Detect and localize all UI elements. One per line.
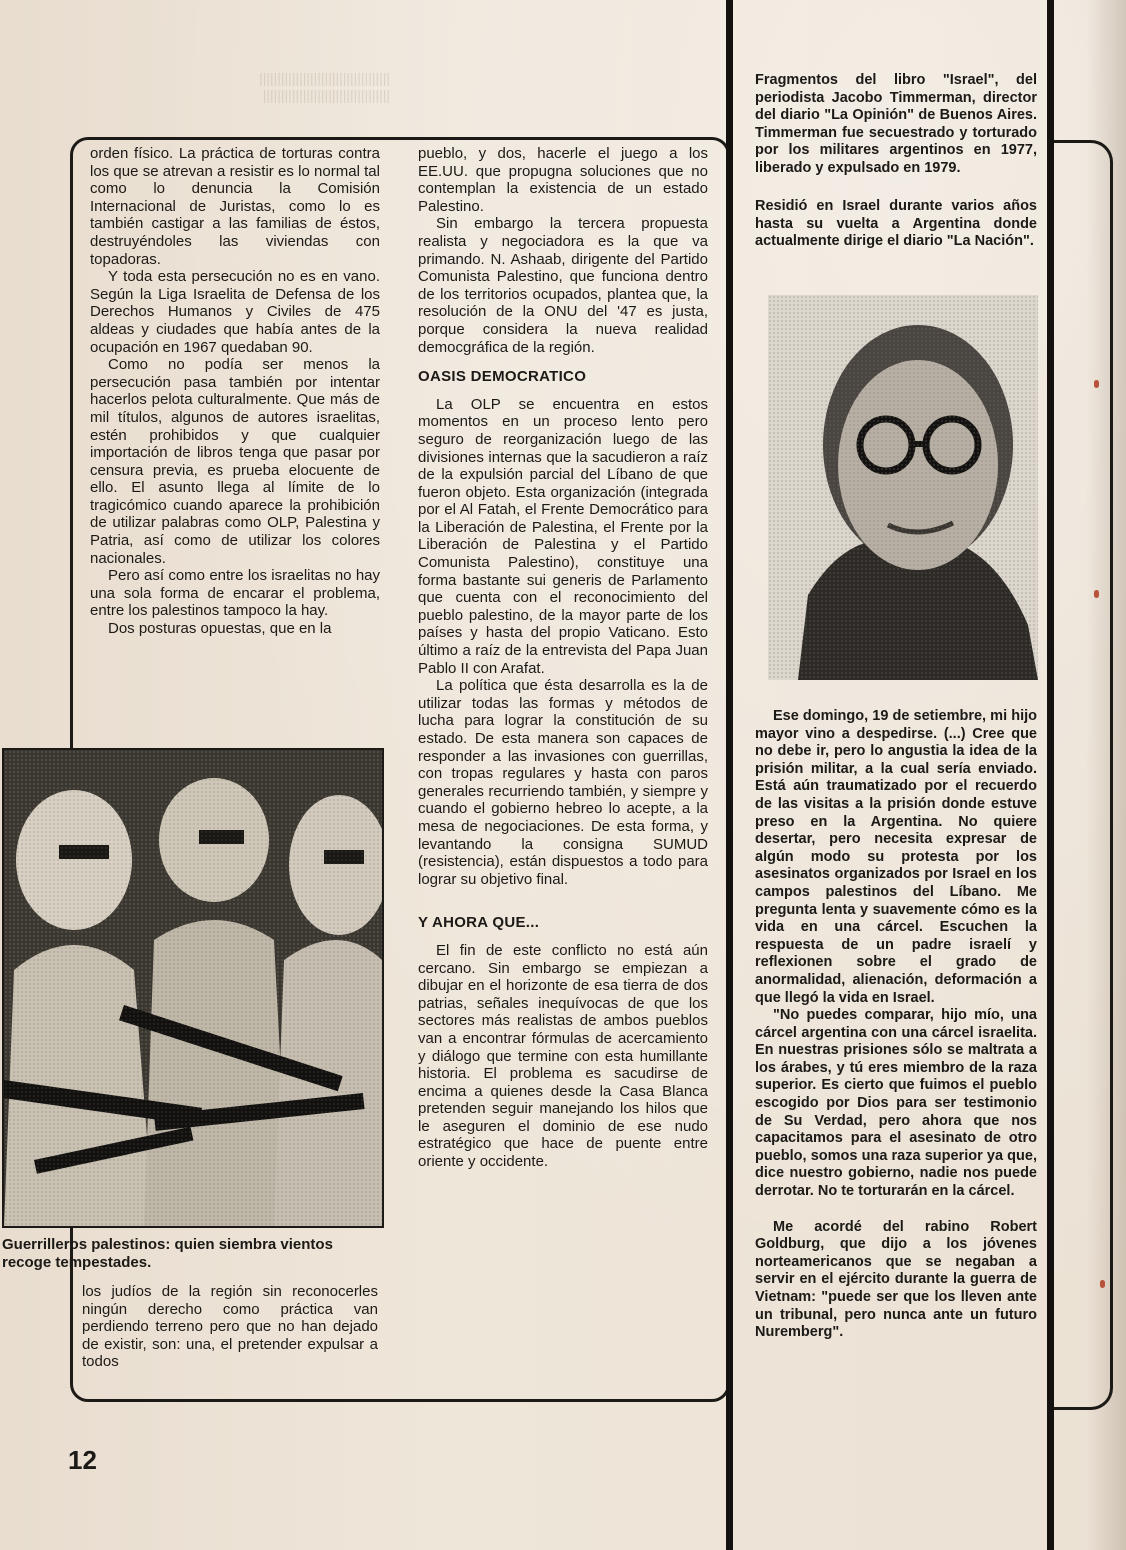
portrait-illustration xyxy=(768,295,1038,680)
paragraph: Sin embargo la tercera propuesta realista y negociadora es la que va primando. N. Ashaab, dirigente del Partido Comunista Palestino, que funciona dentro de los territorios ocupados, plantea que, la resolución de la ONU del '47 es justa, porque considera la nueva realidad democgráfica de la región. xyxy=(418,215,708,356)
middle-column xyxy=(418,145,708,1171)
paragraph: La política que ésta desarrolla es la de utilizar todas las formas y métodos de lucha para lograr la constitución de su estado. De esta manera son capaces de responder a las invasiones con guerrillas, con tropas regulares y hasta con paros generales recurriendo también, y siempre y cuando el gobierno hebreo lo acepte, a la mesa de negociaciones. De esta forma, y levantando la consigna SUMUD (resistencia), están dispuestos a todo para lograr su objetivo final. xyxy=(418,677,708,888)
paragraph: los judíos de la región sin reconocerles ningún derecho como práctica van perdiendo terreno pero que no han dejado de existir, son: una, el pretender expulsar a todos xyxy=(82,1283,378,1371)
paragraph: La OLP se encuentra en estos momentos en un proceso lento pero seguro de reorganización luego de las divisiones internas que la sacudieron a raíz de la expulsión parcial del Líbano de que fueron objeto. Esta organización (integrada por el Al Fatah, el Frente Democrático para la Liberación de Palestina, el Frente por la Liberación de Palestina y el Partido Comunista Palestino), constituye una forma bastante sui generis de Parlamento que cuenta con el reconocimiento del pueblo palestino, de la mayor parte de los países y hasta del propio Vaticano. Esto último a raíz de la entrevista del Papa Juan Pablo II con Arafat. xyxy=(418,395,708,677)
timmerman-portrait xyxy=(768,295,1038,680)
paragraph: El fin de este conflicto no está aún cercano. Sin embargo se empiezan a dibujar en el horizonte de esa tierra de dos patrias, señales inequívocas de que los sectores más realistas de ambos pueblos van a encontrar fórmulas de acercamiento y diálogo que termine con esta humillante historia. El problema es sacudirse de encima a quienes desde la Casa Blanca pretenden seguir manejando los hilos que le aseguren el dominio de ese nudo estratégico que hace de puente entre oriente y occidente. xyxy=(418,941,708,1171)
ink-spot xyxy=(1100,1280,1105,1288)
paragraph: orden físico. La práctica de torturas contra los que se atrevan a resistir es lo normal tal como lo denuncia la Comisión Internacional de Juristas, como lo es también castigar a las familias de éstos, destruyéndoles las viviendas con topadoras. xyxy=(90,145,380,268)
bleed-through-text: |||||||||||||||||||||||||||||||||||| ||||||||||||||||||||||||||||||||||| xyxy=(259,70,390,103)
sidebar-rule-left xyxy=(726,0,733,1550)
paragraph: Como no podía ser menos la persecución pasa también por intentar hacerlos pelota culturalmente. Que más de mil títulos, algunos de autores israelitas, estén prohibidos y que cualquier importación de libros tenga que pasar por censura previa, es prueba elocuente de ello. El asunto llega al límite de lo tragicómico cuando aparece la prohibición de utilizar palabras como OLP, Palestina y Patria, así como de utilizar los colores nacionales. xyxy=(90,356,380,567)
paragraph: "No puedes comparar, hijo mío, una cárcel argentina con una cárcel israelita. En nuestras prisiones sólo se maltrata a los árabes, y tú eres miembro de la raza superior. Es cierto que fuimos el pueblo escogido por Dios para ser testimonio de Su Verdad, pero ahora que nos capacitamos para el asesinato de otro pueblo, somos una raza superior ya que, dice nuestro gobierno, nadie nos puede derrotar. No te torturarán en la cárcel. xyxy=(755,1007,1037,1200)
paragraph: pueblo, y dos, hacerle el juego a los EE.UU. que propugna soluciones que no contemplan la existencia de un estado Palestino. xyxy=(418,145,708,215)
ink-spot xyxy=(1094,590,1099,598)
ink-spot xyxy=(1094,380,1099,388)
sidebar-rule-right xyxy=(1047,0,1054,1550)
guerrilla-photo xyxy=(2,748,384,1228)
sidebar-bio xyxy=(755,198,1037,251)
sidebar-intro xyxy=(755,72,1037,178)
guerrilla-photo-illustration xyxy=(4,750,382,1226)
paragraph: Me acordé del rabino Robert Goldburg, que dijo a los jóvenes norteamericanos que se negaban a servir en el ejército durante la guerra de Vietnam: "puede ser que los lleven ante un tribunal, pero nunca ante un futuro Nuremberg". xyxy=(755,1218,1037,1341)
sidebar-story xyxy=(755,708,1037,1342)
paragraph: Ese domingo, 19 de setiembre, mi hijo mayor vino a despedirse. (...) Cree que no debe ir, pero lo angustia la idea de la prisión militar, a la cual sería enviado. Está aún traumatizado por el recuerdo de las visitas a la prisión donde estuve preso en la Argentina. No quiere desertar, pero necesita expresar de algún modo su protesta por los asesinatos organizados por Israel en los campos palestinos del Líbano. Me pregunta lenta y suavemente cómo es la vida en una cárcel. Escuchen la respuesta de un padre israelí y reflexionen sobre el grado de anormalidad, alienación, deformación a que llegó la vida en Israel. xyxy=(755,708,1037,1006)
paragraph: Fragmentos del libro "Israel", del periodista Jacobo Timmerman, director del diario "La Opinión" de Buenos Aires. Timmerman fue secuestrado y torturado por los militares argentinos en 1977, liberado y expulsado en 1979. xyxy=(755,72,1037,176)
section-heading: OASIS DEMOCRATICO xyxy=(418,368,587,386)
page-number: 12 xyxy=(68,1445,97,1475)
paragraph: Y toda esta persecución no es en vano. Según la Liga Israelita de Defensa de los Derechos Humanos y Civiles de 475 aldeas y ciudades que había antes de la ocupación en 1967 quedaban 90. xyxy=(90,268,380,356)
left-column xyxy=(90,145,380,638)
paragraph: Dos posturas opuestas, que en la xyxy=(108,620,332,638)
sidebar-frame xyxy=(1053,140,1113,1410)
section-heading: Y AHORA QUE... xyxy=(418,914,540,932)
left-column-continued xyxy=(82,1283,378,1371)
photo-caption: Guerrilleros palestinos: quien siembra vientos recoge tempestades. xyxy=(2,1236,333,1271)
paragraph: Residió en Israel durante varios años hasta su vuelta a Argentina donde actualmente dirige el diario "La Nación". xyxy=(755,198,1037,250)
paragraph: Pero así como entre los israelitas no hay una sola forma de encarar el problema, entre los palestinos tampoco la hay. xyxy=(90,567,380,620)
